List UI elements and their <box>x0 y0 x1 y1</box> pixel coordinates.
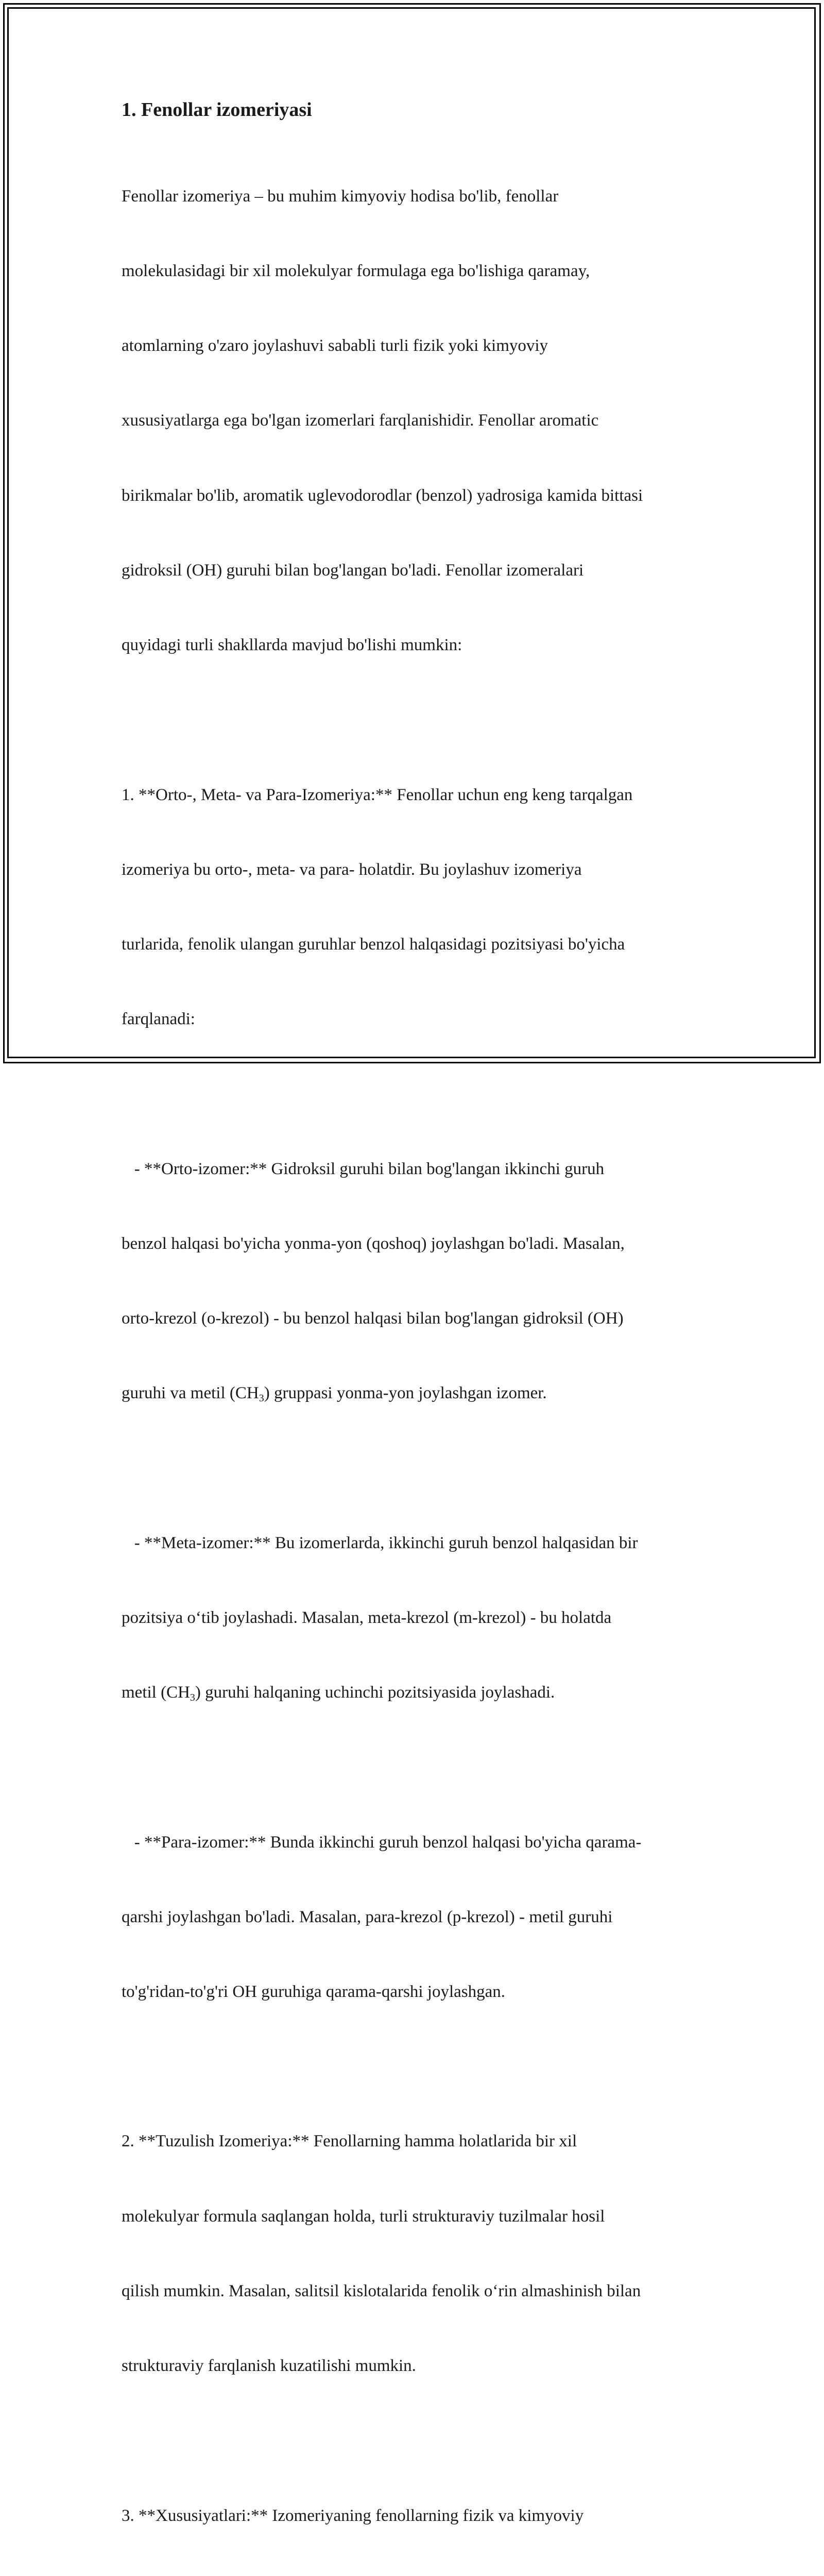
text-line: izomeriya bu orto-, meta- va para- holatdir. Bu joylashuv izomeriya <box>122 860 582 879</box>
text-line: strukturaviy farqlanish kuzatilishi mumkin. <box>122 2357 416 2376</box>
paragraph-gap <box>122 2428 703 2453</box>
paragraph-gap <box>122 1755 703 1780</box>
text-line: qarshi joylashgan bo'ladi. Masalan, para-krezol (p-krezol) - metil guruhi <box>122 1907 613 1926</box>
section-heading: 1. Fenollar izomeriyasi <box>122 99 312 121</box>
text-segment: guruhi va metil (CH <box>122 1384 259 1403</box>
text-line: gidroksil (OH) guruhi bilan bog'langan bo'ladi. Fenollar izomeralari <box>122 561 584 580</box>
text-line: - **Meta-izomer:** Bu izomerlarda, ikkinchi guruh benzol halqasidan bir <box>122 1533 638 1552</box>
document-body <box>122 96 703 2576</box>
text-line: molekulyar formula saqlangan holda, turli strukturaviy tuzilmalar hosil <box>122 2207 605 2226</box>
sub-item-orto <box>122 1107 703 1456</box>
paragraph-gap <box>122 2054 703 2079</box>
text-line <box>122 1381 703 1405</box>
text-line <box>122 1680 703 1705</box>
text-line: - **Para-izomer:** Bunda ikkinchi guruh benzol halqasi bo'yicha qarama- <box>122 1833 642 1852</box>
text-line: farqlanadi: <box>122 1010 195 1029</box>
text-line: xususiyatlarga ega bo'lgan izomerlari farqlanishidir. Fenollar aromatic <box>122 411 599 430</box>
paragraph-gap <box>122 1456 703 1481</box>
text-line: atomlarning o'zaro joylashuvi sababli turli fizik yoki kimyoviy <box>122 336 548 355</box>
text-line: to'g'ridan-to'g'ri OH guruhiga qarama-qarshi joylashgan. <box>122 1982 505 2001</box>
sub-item-meta <box>122 1481 703 1755</box>
paragraph-gap <box>122 707 703 732</box>
text-line: 1. **Orto-, Meta- va Para-Izomeriya:** Fenollar uchun eng keng tarqalgan <box>122 785 633 804</box>
text-segment: ) guruhi halqaning uchinchi pozitsiyasida joylashadi. <box>195 1683 555 1702</box>
text-line: pozitsiya o‘tib joylashadi. Masalan, meta-krezol (m-krezol) - bu holatda <box>122 1608 612 1627</box>
list-item-orto-meta-para <box>122 733 703 1082</box>
text-line: Fenollar izomeriya – bu muhim kimyoviy hodisa bo'lib, fenollar <box>122 187 559 206</box>
text-line: turlarida, fenolik ulangan guruhlar benzol halqasidagi pozitsiyasi bo'yicha <box>122 935 625 954</box>
text-line: 2. **Tuzulish Izomeriya:** Fenollarning hamma holatlarida bir xil <box>122 2132 577 2151</box>
text-line: qilish mumkin. Masalan, salitsil kislotalarida fenolik o‘rin almashinish bilan <box>122 2281 641 2300</box>
list-item-tuzulish <box>122 2079 703 2429</box>
text-line: orto-krezol (o-krezol) - bu benzol halqasi bilan bog'langan gidroksil (OH) <box>122 1309 624 1328</box>
sub-item-para <box>122 1780 703 2054</box>
text-line: molekulasidagi bir xil molekulyar formulaga ega bo'lishiga qaramay, <box>122 262 590 281</box>
text-line: - **Orto-izomer:** Gidroksil guruhi bilan bog'langan ikkinchi guruh <box>122 1159 605 1178</box>
subscript: 3 <box>190 1692 195 1704</box>
intro-paragraph <box>122 134 703 707</box>
paragraph-gap <box>122 1081 703 1106</box>
list-item-xususiyatlari <box>122 2453 703 2576</box>
text-segment: metil (CH <box>122 1683 190 1702</box>
text-segment: ) gruppasi yonma-yon joylashgan izomer. <box>264 1384 547 1403</box>
text-line: 3. **Xususiyatlari:** Izomeriyaning fenollarning fizik va kimyoviy <box>122 2506 584 2525</box>
subscript: 3 <box>259 1393 264 1404</box>
text-line: quyidagi turli shakllarda mavjud bo'lishi mumkin: <box>122 636 462 655</box>
text-line: benzol halqasi bo'yicha yonma-yon (qoshoq) joylashgan bo'ladi. Masalan, <box>122 1234 625 1253</box>
text-line: birikmalar bo'lib, aromatik uglevodorodlar (benzol) yadrosiga kamida bittasi <box>122 486 643 505</box>
